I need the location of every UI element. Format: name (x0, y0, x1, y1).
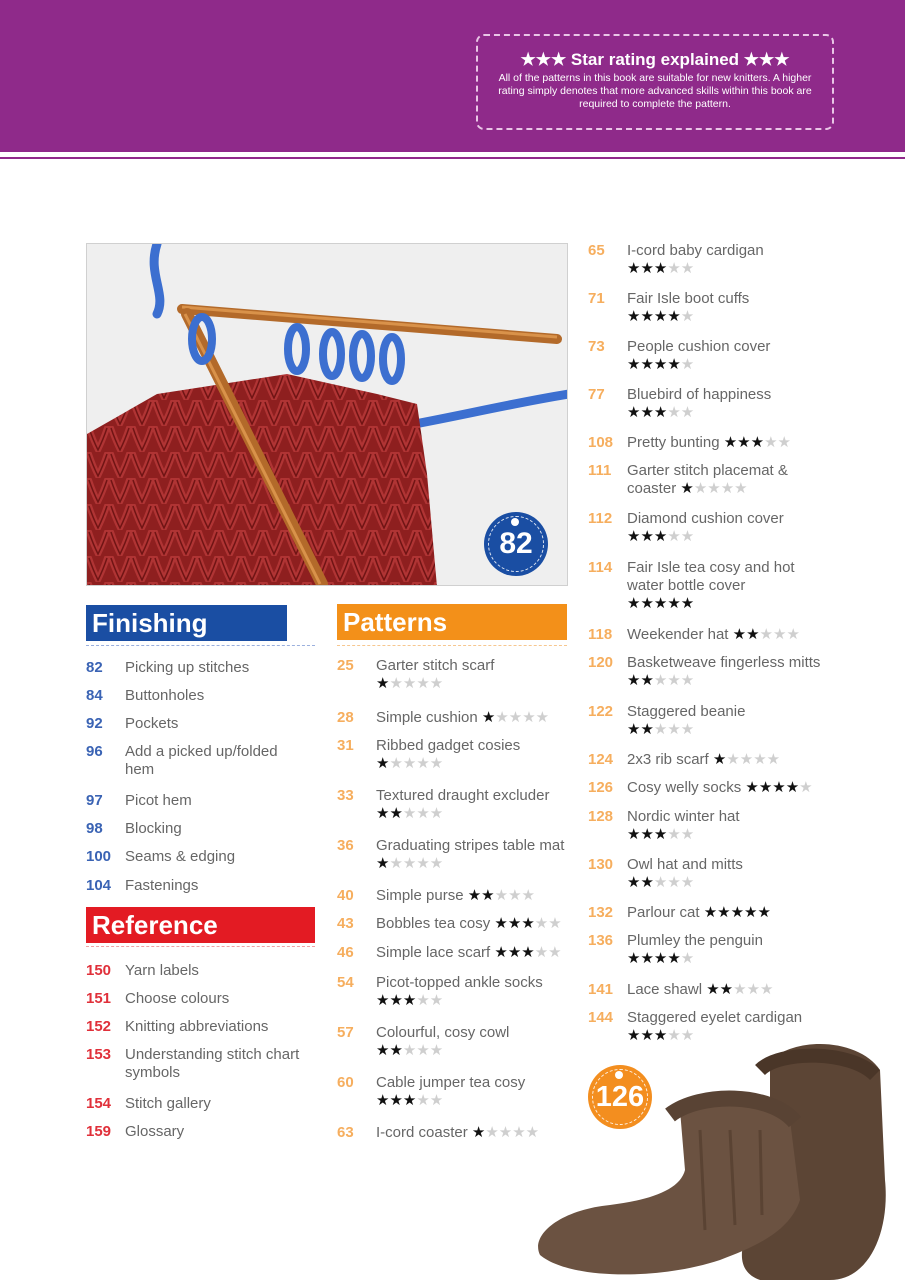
page-number: 126 (588, 779, 614, 796)
item-title: Garter stitch placemat & coaster ★★★★★ (627, 462, 788, 497)
item-title: Simple cushion ★★★★★ (376, 709, 550, 726)
filled-stars: ★ (376, 755, 390, 772)
item-title: I-cord baby cardigan ★★★★★ (627, 242, 764, 277)
filled-stars: ★★★★ (627, 308, 681, 325)
item-title: Parlour cat ★★★★★ (627, 904, 771, 921)
item-title: Blocking (125, 820, 182, 837)
empty-stars: ★★★ (653, 721, 695, 738)
empty-stars: ★★★ (494, 887, 535, 904)
page-number: 136 (588, 932, 614, 949)
filled-stars: ★★ (732, 626, 760, 643)
empty-stars: ★★★★ (389, 675, 444, 692)
page-number: 112 (588, 510, 613, 527)
empty-stars: ★★★ (733, 981, 774, 998)
badge-number: 126 (595, 1081, 645, 1113)
item-title: Buttonholes (125, 687, 205, 704)
page-number: 84 (86, 687, 103, 704)
empty-stars: ★★ (416, 992, 444, 1009)
filled-stars: ★★★ (376, 992, 417, 1009)
page-number: 97 (86, 792, 103, 809)
page-number: 65 (588, 242, 605, 259)
page-number: 40 (337, 887, 354, 904)
page-number: 100 (86, 848, 112, 865)
item-title: Plumley the penguin ★★★★★ (627, 932, 763, 967)
item-title: Garter stitch scarf ★★★★★ (376, 657, 495, 692)
page-number: 159 (86, 1123, 112, 1140)
star-rating-box (476, 34, 834, 130)
filled-stars: ★ (471, 1124, 486, 1141)
item-title: Nordic winter hat ★★★★★ (627, 808, 740, 843)
item-title: Cable jumper tea cosy ★★★★★ (376, 1074, 526, 1109)
page-number: 43 (337, 915, 354, 932)
filled-stars: ★★ (376, 1042, 403, 1059)
filled-stars: ★★★★★ (627, 595, 695, 612)
filled-stars: ★★★ (627, 826, 668, 843)
empty-stars: ★★★ (402, 1042, 444, 1059)
page-number: 118 (588, 626, 613, 643)
item-title: Glossary (125, 1123, 185, 1140)
page-number: 71 (588, 290, 605, 307)
patterns-divider (337, 645, 567, 646)
page-number: 31 (337, 737, 354, 754)
page-number: 25 (337, 657, 354, 674)
item-title: Choose colours (125, 990, 230, 1007)
item-title: Staggered eyelet cardigan ★★★★★ (627, 1009, 803, 1044)
empty-stars: ★★★★ (693, 480, 748, 497)
empty-stars: ★★★ (653, 672, 695, 689)
filled-stars: ★★ (706, 981, 734, 998)
page-number: 92 (86, 715, 103, 732)
empty-stars: ★★★★ (495, 709, 550, 726)
page-number: 98 (86, 820, 103, 837)
item-title: Stitch gallery (125, 1095, 211, 1112)
page-badge-126 (588, 1065, 652, 1129)
item-title: Cosy welly socks ★★★★★ (627, 779, 813, 796)
page-number: 73 (588, 338, 605, 355)
reference-heading: Reference (86, 907, 315, 943)
page-number: 128 (588, 808, 614, 825)
item-title: Bluebird of happiness ★★★★★ (627, 386, 772, 421)
filled-stars: ★★★★★ (703, 904, 771, 921)
item-title: Picking up stitches (125, 659, 250, 676)
page-number: 28 (337, 709, 354, 726)
empty-stars: ★★ (764, 434, 791, 451)
page-number: 96 (86, 743, 103, 760)
filled-stars: ★★★ (723, 434, 765, 451)
page-number: 130 (588, 856, 614, 873)
empty-stars: ★ (680, 950, 695, 967)
filled-stars: ★★★★ (745, 779, 800, 796)
filled-stars: ★★ (627, 672, 654, 689)
item-title: Bobbles tea cosy ★★★★★ (376, 915, 562, 932)
empty-stars: ★★★ (759, 626, 800, 643)
filled-stars: ★★★ (376, 1092, 417, 1109)
page-number: 151 (86, 990, 112, 1007)
item-title: Lace shawl ★★★★★ (627, 981, 774, 998)
empty-stars: ★★ (667, 1027, 695, 1044)
page-number: 122 (588, 703, 614, 720)
page-number: 144 (588, 1009, 614, 1026)
filled-stars: ★★★ (494, 915, 535, 932)
page-number: 57 (337, 1024, 354, 1041)
page-badge-82 (484, 512, 548, 576)
finishing-divider (86, 645, 315, 646)
empty-stars: ★ (799, 779, 813, 796)
item-title: Simple purse ★★★★★ (376, 887, 535, 904)
item-title: Pretty bunting ★★★★★ (627, 434, 791, 451)
empty-stars: ★★ (667, 826, 695, 843)
empty-stars: ★★★ (402, 805, 444, 822)
empty-stars: ★★★ (653, 874, 695, 891)
item-title: I-cord coaster ★★★★★ (376, 1124, 540, 1141)
badge-dot (511, 518, 519, 526)
filled-stars: ★★★ (494, 944, 535, 961)
filled-stars: ★ (376, 855, 390, 872)
badge-dot (615, 1071, 623, 1079)
item-title: Fair Isle boot cuffs ★★★★★ (627, 290, 750, 325)
page-number: 77 (588, 386, 605, 403)
item-title: Pockets (125, 715, 179, 732)
empty-stars: ★★★★ (389, 755, 444, 772)
page-number: 132 (588, 904, 614, 921)
badge-number: 82 (499, 527, 533, 560)
filled-stars: ★★★ (627, 1027, 668, 1044)
star-rating-title: ★★★ Star rating explained ★★★ (520, 50, 790, 69)
filled-stars: ★★ (467, 887, 495, 904)
filled-stars: ★ (376, 675, 390, 692)
item-title: Seams & edging (125, 848, 236, 865)
item-title: Owl hat and mitts ★★★★★ (627, 856, 743, 891)
page-number: 46 (337, 944, 354, 961)
item-title: Knitting abbreviations (125, 1018, 269, 1035)
filled-stars: ★★★★ (627, 950, 681, 967)
page-number: 54 (337, 974, 354, 991)
item-title: Basketweave fingerless mitts ★★★★★ (627, 654, 821, 689)
page-number: 124 (588, 751, 614, 768)
socks-illustration (530, 1030, 905, 1280)
empty-stars: ★★ (667, 528, 695, 545)
empty-stars: ★★ (667, 404, 695, 421)
page-number: 141 (588, 981, 614, 998)
item-title: Picot-topped ankle socks ★★★★★ (376, 974, 543, 1009)
page-number: 114 (588, 559, 613, 576)
empty-stars: ★★★★ (726, 751, 781, 768)
page-number: 111 (588, 462, 612, 479)
page-number: 120 (588, 654, 614, 671)
filled-stars: ★★ (627, 874, 654, 891)
filled-stars: ★★★ (627, 528, 668, 545)
item-title: Ribbed gadget cosies ★★★★★ (376, 737, 521, 772)
page-number: 152 (86, 1018, 112, 1035)
filled-stars: ★ (680, 480, 694, 497)
finishing-heading: Finishing (86, 605, 287, 641)
filled-stars: ★ (481, 709, 496, 726)
item-title: Simple lace scarf ★★★★★ (376, 944, 562, 961)
item-title: Add a picked up/folded hem (125, 743, 278, 778)
empty-stars: ★★★★ (389, 855, 444, 872)
item-title: Fastenings (125, 877, 199, 894)
item-title: People cushion cover ★★★★★ (627, 338, 771, 373)
page-number: 33 (337, 787, 354, 804)
filled-stars: ★★★★ (627, 356, 681, 373)
empty-stars: ★ (680, 356, 695, 373)
item-title: Diamond cushion cover ★★★★★ (627, 510, 784, 545)
filled-stars: ★★★ (627, 404, 668, 421)
item-title: Picot hem (125, 792, 192, 809)
empty-stars: ★★★★ (485, 1124, 540, 1141)
page-number: 154 (86, 1095, 112, 1112)
page-number: 108 (588, 434, 614, 451)
page-number: 36 (337, 837, 354, 854)
page-number: 104 (86, 877, 112, 894)
empty-stars: ★★ (667, 260, 695, 277)
item-title: 2x3 rib scarf ★★★★★ (627, 751, 781, 768)
filled-stars: ★ (712, 751, 727, 768)
star-rating-text: All of the patterns in this book are suitable for new knitters. A higher rating simply denotes that more advanced skills within this book are required to complete the pattern. (498, 72, 812, 110)
filled-stars: ★★★ (627, 260, 668, 277)
item-title: Understanding stitch chart symbols (125, 1046, 300, 1081)
patterns-heading: Patterns (337, 604, 567, 640)
empty-stars: ★★ (534, 915, 562, 932)
item-title: Weekender hat ★★★★★ (627, 626, 800, 643)
page-number: 63 (337, 1124, 354, 1141)
item-title: Graduating stripes table mat ★★★★★ (376, 837, 565, 872)
filled-stars: ★★ (627, 721, 654, 738)
filled-stars: ★★ (376, 805, 403, 822)
item-title: Staggered beanie ★★★★★ (627, 703, 746, 738)
page-number: 60 (337, 1074, 354, 1091)
item-title: Yarn labels (125, 962, 199, 979)
header-rule (0, 157, 905, 159)
page-number: 150 (86, 962, 112, 979)
page-number: 82 (86, 659, 103, 676)
reference-divider (86, 946, 315, 947)
item-title: Colourful, cosy cowl ★★★★★ (376, 1024, 510, 1059)
item-title: Fair Isle tea cosy and hot water bottle cover ★★★★★ (627, 559, 795, 612)
page-number: 153 (86, 1046, 112, 1063)
empty-stars: ★ (680, 308, 695, 325)
item-title: Textured draught excluder ★★★★★ (376, 787, 550, 822)
empty-stars: ★★ (534, 944, 562, 961)
empty-stars: ★★ (416, 1092, 444, 1109)
